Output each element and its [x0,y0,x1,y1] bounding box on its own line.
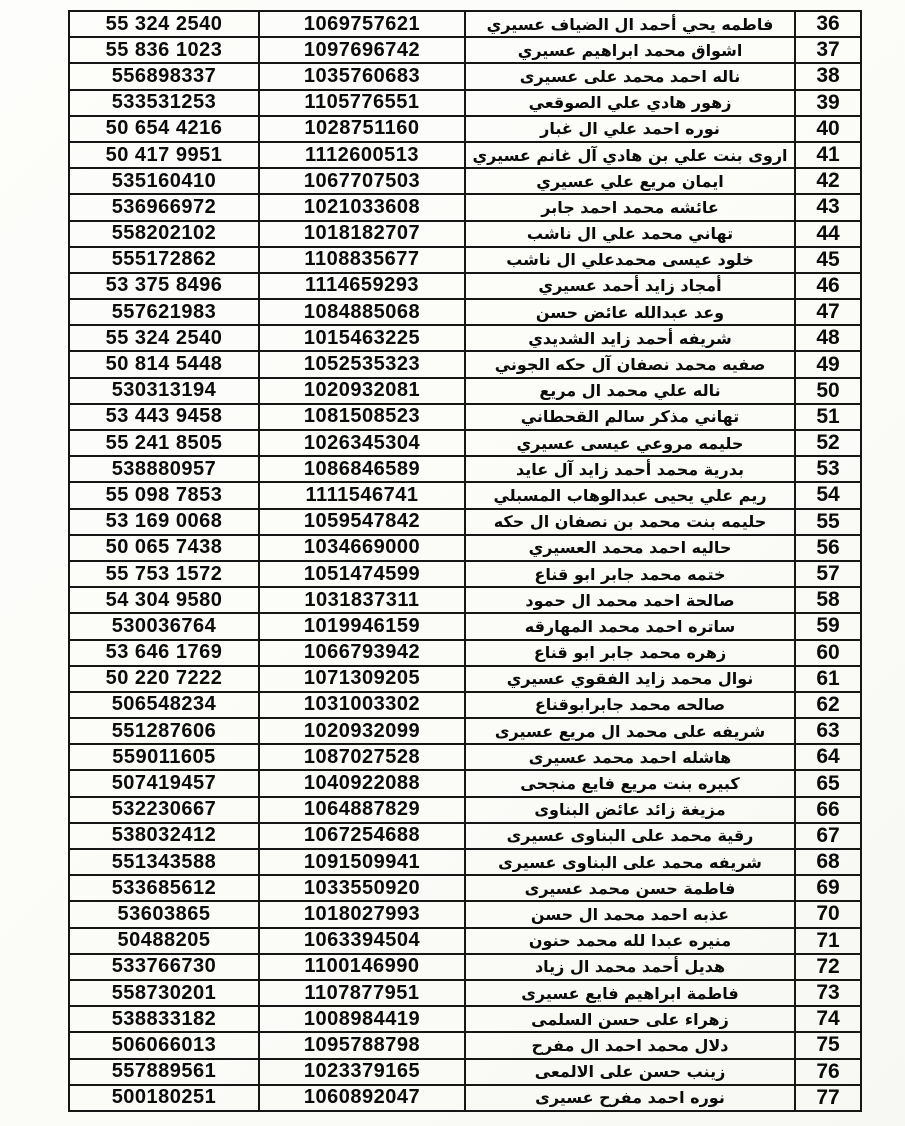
name-cell: حليمه مروعي عيسى عسيري [465,430,795,456]
phone-cell: 555172862 [69,247,259,273]
name-cell: حاليه احمد محمد العسيري [465,535,795,561]
table-row [69,221,861,247]
phone-cell: 50 220 7222 [69,666,259,692]
name-cell: ناله علي محمد ال مريع [465,378,795,404]
table-row [69,1006,861,1032]
row-number-cell: 60 [795,640,861,666]
table-row [69,378,861,404]
name-cell: عذبه احمد محمد ال حسن [465,901,795,927]
name-cell: ناله احمد محمد على عسيرى [465,63,795,89]
table-row [69,273,861,299]
id-cell: 1031837311 [259,587,465,613]
id-cell: 1067707503 [259,168,465,194]
name-cell: بدرية محمد أحمد زايد آل عايد [465,456,795,482]
name-cell: زهور هادي علي الصوقعي [465,90,795,116]
table-row [69,823,861,849]
row-number-cell: 51 [795,404,861,430]
name-cell: كبيره بنت مريع فايع منجحى [465,770,795,796]
name-cell: حليمه بنت محمد بن نصفان ال حكه [465,509,795,535]
name-cell: شريفه أحمد زايد الشديدي [465,325,795,351]
table-row [69,299,861,325]
id-cell: 1107877951 [259,980,465,1006]
row-number-cell: 49 [795,351,861,377]
phone-cell: 551343588 [69,849,259,875]
id-cell: 1015463225 [259,325,465,351]
row-number-cell: 70 [795,901,861,927]
phone-cell: 533766730 [69,954,259,980]
name-cell: مزيغة زائد عائض البناوى [465,797,795,823]
row-number-cell: 43 [795,194,861,220]
records-table [68,10,862,1112]
phone-cell: 506548234 [69,692,259,718]
table-row [69,1032,861,1058]
name-cell: منيره عبدا لله محمد حنون [465,928,795,954]
row-number-cell: 37 [795,37,861,63]
name-cell: اشواق محمد ابراهيم عسيري [465,37,795,63]
phone-cell: 558730201 [69,980,259,1006]
name-cell: هاشله احمد محمد عسيرى [465,744,795,770]
id-cell: 1087027528 [259,744,465,770]
row-number-cell: 44 [795,221,861,247]
name-cell: ساتره احمد محمد المهارقه [465,613,795,639]
table-row [69,666,861,692]
row-number-cell: 72 [795,954,861,980]
table-row [69,430,861,456]
phone-cell: 538880957 [69,456,259,482]
table-row [69,37,861,63]
row-number-cell: 56 [795,535,861,561]
row-number-cell: 77 [795,1085,861,1111]
table-row [69,404,861,430]
table-row [69,90,861,116]
row-number-cell: 62 [795,692,861,718]
id-cell: 1108835677 [259,247,465,273]
name-cell: عائشه محمد احمد جابر [465,194,795,220]
table-row [69,116,861,142]
row-number-cell: 55 [795,509,861,535]
row-number-cell: 67 [795,823,861,849]
phone-cell: 556898337 [69,63,259,89]
phone-cell: 551287606 [69,718,259,744]
row-number-cell: 54 [795,482,861,508]
table-row [69,247,861,273]
name-cell: فاطمة حسن محمد عسيرى [465,875,795,901]
table-row [69,63,861,89]
name-cell: ريم علي يحيى عبدالوهاب المسبلي [465,482,795,508]
phone-cell: 53 375 8496 [69,273,259,299]
phone-cell: 55 324 2540 [69,325,259,351]
table-row [69,901,861,927]
table-row [69,613,861,639]
id-cell: 1060892047 [259,1085,465,1111]
row-number-cell: 64 [795,744,861,770]
name-cell: صفيه محمد نصفان آل حكه الجوني [465,351,795,377]
table-row [69,194,861,220]
row-number-cell: 52 [795,430,861,456]
row-number-cell: 58 [795,587,861,613]
phone-cell: 55 836 1023 [69,37,259,63]
id-cell: 1035760683 [259,63,465,89]
id-cell: 1069757621 [259,11,465,37]
row-number-cell: 75 [795,1032,861,1058]
id-cell: 1081508523 [259,404,465,430]
id-cell: 1031003302 [259,692,465,718]
id-cell: 1033550920 [259,875,465,901]
phone-cell: 507419457 [69,770,259,796]
id-cell: 1008984419 [259,1006,465,1032]
table-row [69,797,861,823]
table-row [69,561,861,587]
phone-cell: 558202102 [69,221,259,247]
name-cell: تهاني محمد علي ال ناشب [465,221,795,247]
phone-cell: 55 753 1572 [69,561,259,587]
row-number-cell: 74 [795,1006,861,1032]
phone-cell: 530036764 [69,613,259,639]
phone-cell: 557889561 [69,1059,259,1085]
phone-cell: 538032412 [69,823,259,849]
name-cell: وعد عبدالله عائض حسن [465,299,795,325]
phone-cell: 50 654 4216 [69,116,259,142]
table-row [69,142,861,168]
phone-cell: 53 443 9458 [69,404,259,430]
row-number-cell: 48 [795,325,861,351]
id-cell: 1064887829 [259,797,465,823]
table-row [69,587,861,613]
table-row [69,325,861,351]
row-number-cell: 59 [795,613,861,639]
row-number-cell: 36 [795,11,861,37]
id-cell: 1067254688 [259,823,465,849]
name-cell: نوره احمد علي ال غبار [465,116,795,142]
name-cell: نوره احمد مفرح عسيرى [465,1085,795,1111]
id-cell: 1100146990 [259,954,465,980]
phone-cell: 530313194 [69,378,259,404]
name-cell: خلود عيسى محمدعلي ال ناشب [465,247,795,273]
name-cell: شريفه محمد على البناوى عسيرى [465,849,795,875]
row-number-cell: 40 [795,116,861,142]
name-cell: هديل أحمد محمد ال زياد [465,954,795,980]
id-cell: 1023379165 [259,1059,465,1085]
id-cell: 1066793942 [259,640,465,666]
row-number-cell: 46 [795,273,861,299]
table-row [69,849,861,875]
row-number-cell: 50 [795,378,861,404]
row-number-cell: 41 [795,142,861,168]
row-number-cell: 47 [795,299,861,325]
phone-cell: 50488205 [69,928,259,954]
table-row [69,692,861,718]
table-row [69,718,861,744]
phone-cell: 536966972 [69,194,259,220]
phone-cell: 532230667 [69,797,259,823]
name-cell: صالحه محمد جابرابوقناع [465,692,795,718]
row-number-cell: 63 [795,718,861,744]
row-number-cell: 45 [795,247,861,273]
row-number-cell: 76 [795,1059,861,1085]
id-cell: 1091509941 [259,849,465,875]
table-row [69,509,861,535]
id-cell: 1063394504 [259,928,465,954]
row-number-cell: 57 [795,561,861,587]
id-cell: 1040922088 [259,770,465,796]
name-cell: زهره محمد جابر ابو قناع [465,640,795,666]
phone-cell: 535160410 [69,168,259,194]
id-cell: 1028751160 [259,116,465,142]
phone-cell: 506066013 [69,1032,259,1058]
id-cell: 1086846589 [259,456,465,482]
id-cell: 1018182707 [259,221,465,247]
table-row [69,744,861,770]
row-number-cell: 39 [795,90,861,116]
name-cell: اروى بنت علي بن هادي آل غانم عسيري [465,142,795,168]
row-number-cell: 69 [795,875,861,901]
phone-cell: 50 417 9951 [69,142,259,168]
row-number-cell: 68 [795,849,861,875]
table-row [69,640,861,666]
table-row [69,482,861,508]
name-cell: تهاني مذكر سالم القحطاني [465,404,795,430]
table-row [69,770,861,796]
phone-cell: 500180251 [69,1085,259,1111]
row-number-cell: 73 [795,980,861,1006]
name-cell: رقية محمد على البناوى عسيرى [465,823,795,849]
phone-cell: 50 065 7438 [69,535,259,561]
name-cell: أمجاد زايد أحمد عسيري [465,273,795,299]
row-number-cell: 65 [795,770,861,796]
phone-cell: 538833182 [69,1006,259,1032]
phone-cell: 55 241 8505 [69,430,259,456]
phone-cell: 55 324 2540 [69,11,259,37]
id-cell: 1059547842 [259,509,465,535]
id-cell: 1051474599 [259,561,465,587]
phone-cell: 54 304 9580 [69,587,259,613]
id-cell: 1026345304 [259,430,465,456]
id-cell: 1111546741 [259,482,465,508]
phone-cell: 533685612 [69,875,259,901]
row-number-cell: 53 [795,456,861,482]
name-cell: ختمه محمد جابر ابو قناع [465,561,795,587]
id-cell: 1071309205 [259,666,465,692]
name-cell: ايمان مريع علي عسيري [465,168,795,194]
id-cell: 1105776551 [259,90,465,116]
name-cell: فاطمه يحي أحمد ال الضياف عسيري [465,11,795,37]
id-cell: 1112600513 [259,142,465,168]
phone-cell: 533531253 [69,90,259,116]
name-cell: فاطمة ابراهيم فايع عسيرى [465,980,795,1006]
phone-cell: 557621983 [69,299,259,325]
id-cell: 1095788798 [259,1032,465,1058]
table-row [69,980,861,1006]
table-row [69,11,861,37]
id-cell: 1114659293 [259,273,465,299]
id-cell: 1084885068 [259,299,465,325]
phone-cell: 55 098 7853 [69,482,259,508]
records-table-body [69,11,861,1111]
row-number-cell: 71 [795,928,861,954]
phone-cell: 53 169 0068 [69,509,259,535]
table-row [69,1059,861,1085]
table-row [69,1085,861,1111]
name-cell: دلال محمد احمد ال مفرح [465,1032,795,1058]
name-cell: شريفه على محمد ال مريع عسيرى [465,718,795,744]
table-row [69,168,861,194]
phone-cell: 53 646 1769 [69,640,259,666]
row-number-cell: 38 [795,63,861,89]
name-cell: نوال محمد زايد الفقوي عسيري [465,666,795,692]
phone-cell: 50 814 5448 [69,351,259,377]
phone-cell: 559011605 [69,744,259,770]
id-cell: 1018027993 [259,901,465,927]
table-row [69,928,861,954]
row-number-cell: 66 [795,797,861,823]
id-cell: 1021033608 [259,194,465,220]
id-cell: 1019946159 [259,613,465,639]
id-cell: 1034669000 [259,535,465,561]
table-row [69,456,861,482]
id-cell: 1020932081 [259,378,465,404]
table-row [69,351,861,377]
id-cell: 1052535323 [259,351,465,377]
table-row [69,535,861,561]
name-cell: صالحة احمد محمد ال حمود [465,587,795,613]
phone-cell: 53603865 [69,901,259,927]
row-number-cell: 42 [795,168,861,194]
row-number-cell: 61 [795,666,861,692]
id-cell: 1020932099 [259,718,465,744]
name-cell: زهراء على حسن السلمى [465,1006,795,1032]
id-cell: 1097696742 [259,37,465,63]
table-row [69,954,861,980]
table-row [69,875,861,901]
name-cell: زينب حسن على الالمعى [465,1059,795,1085]
